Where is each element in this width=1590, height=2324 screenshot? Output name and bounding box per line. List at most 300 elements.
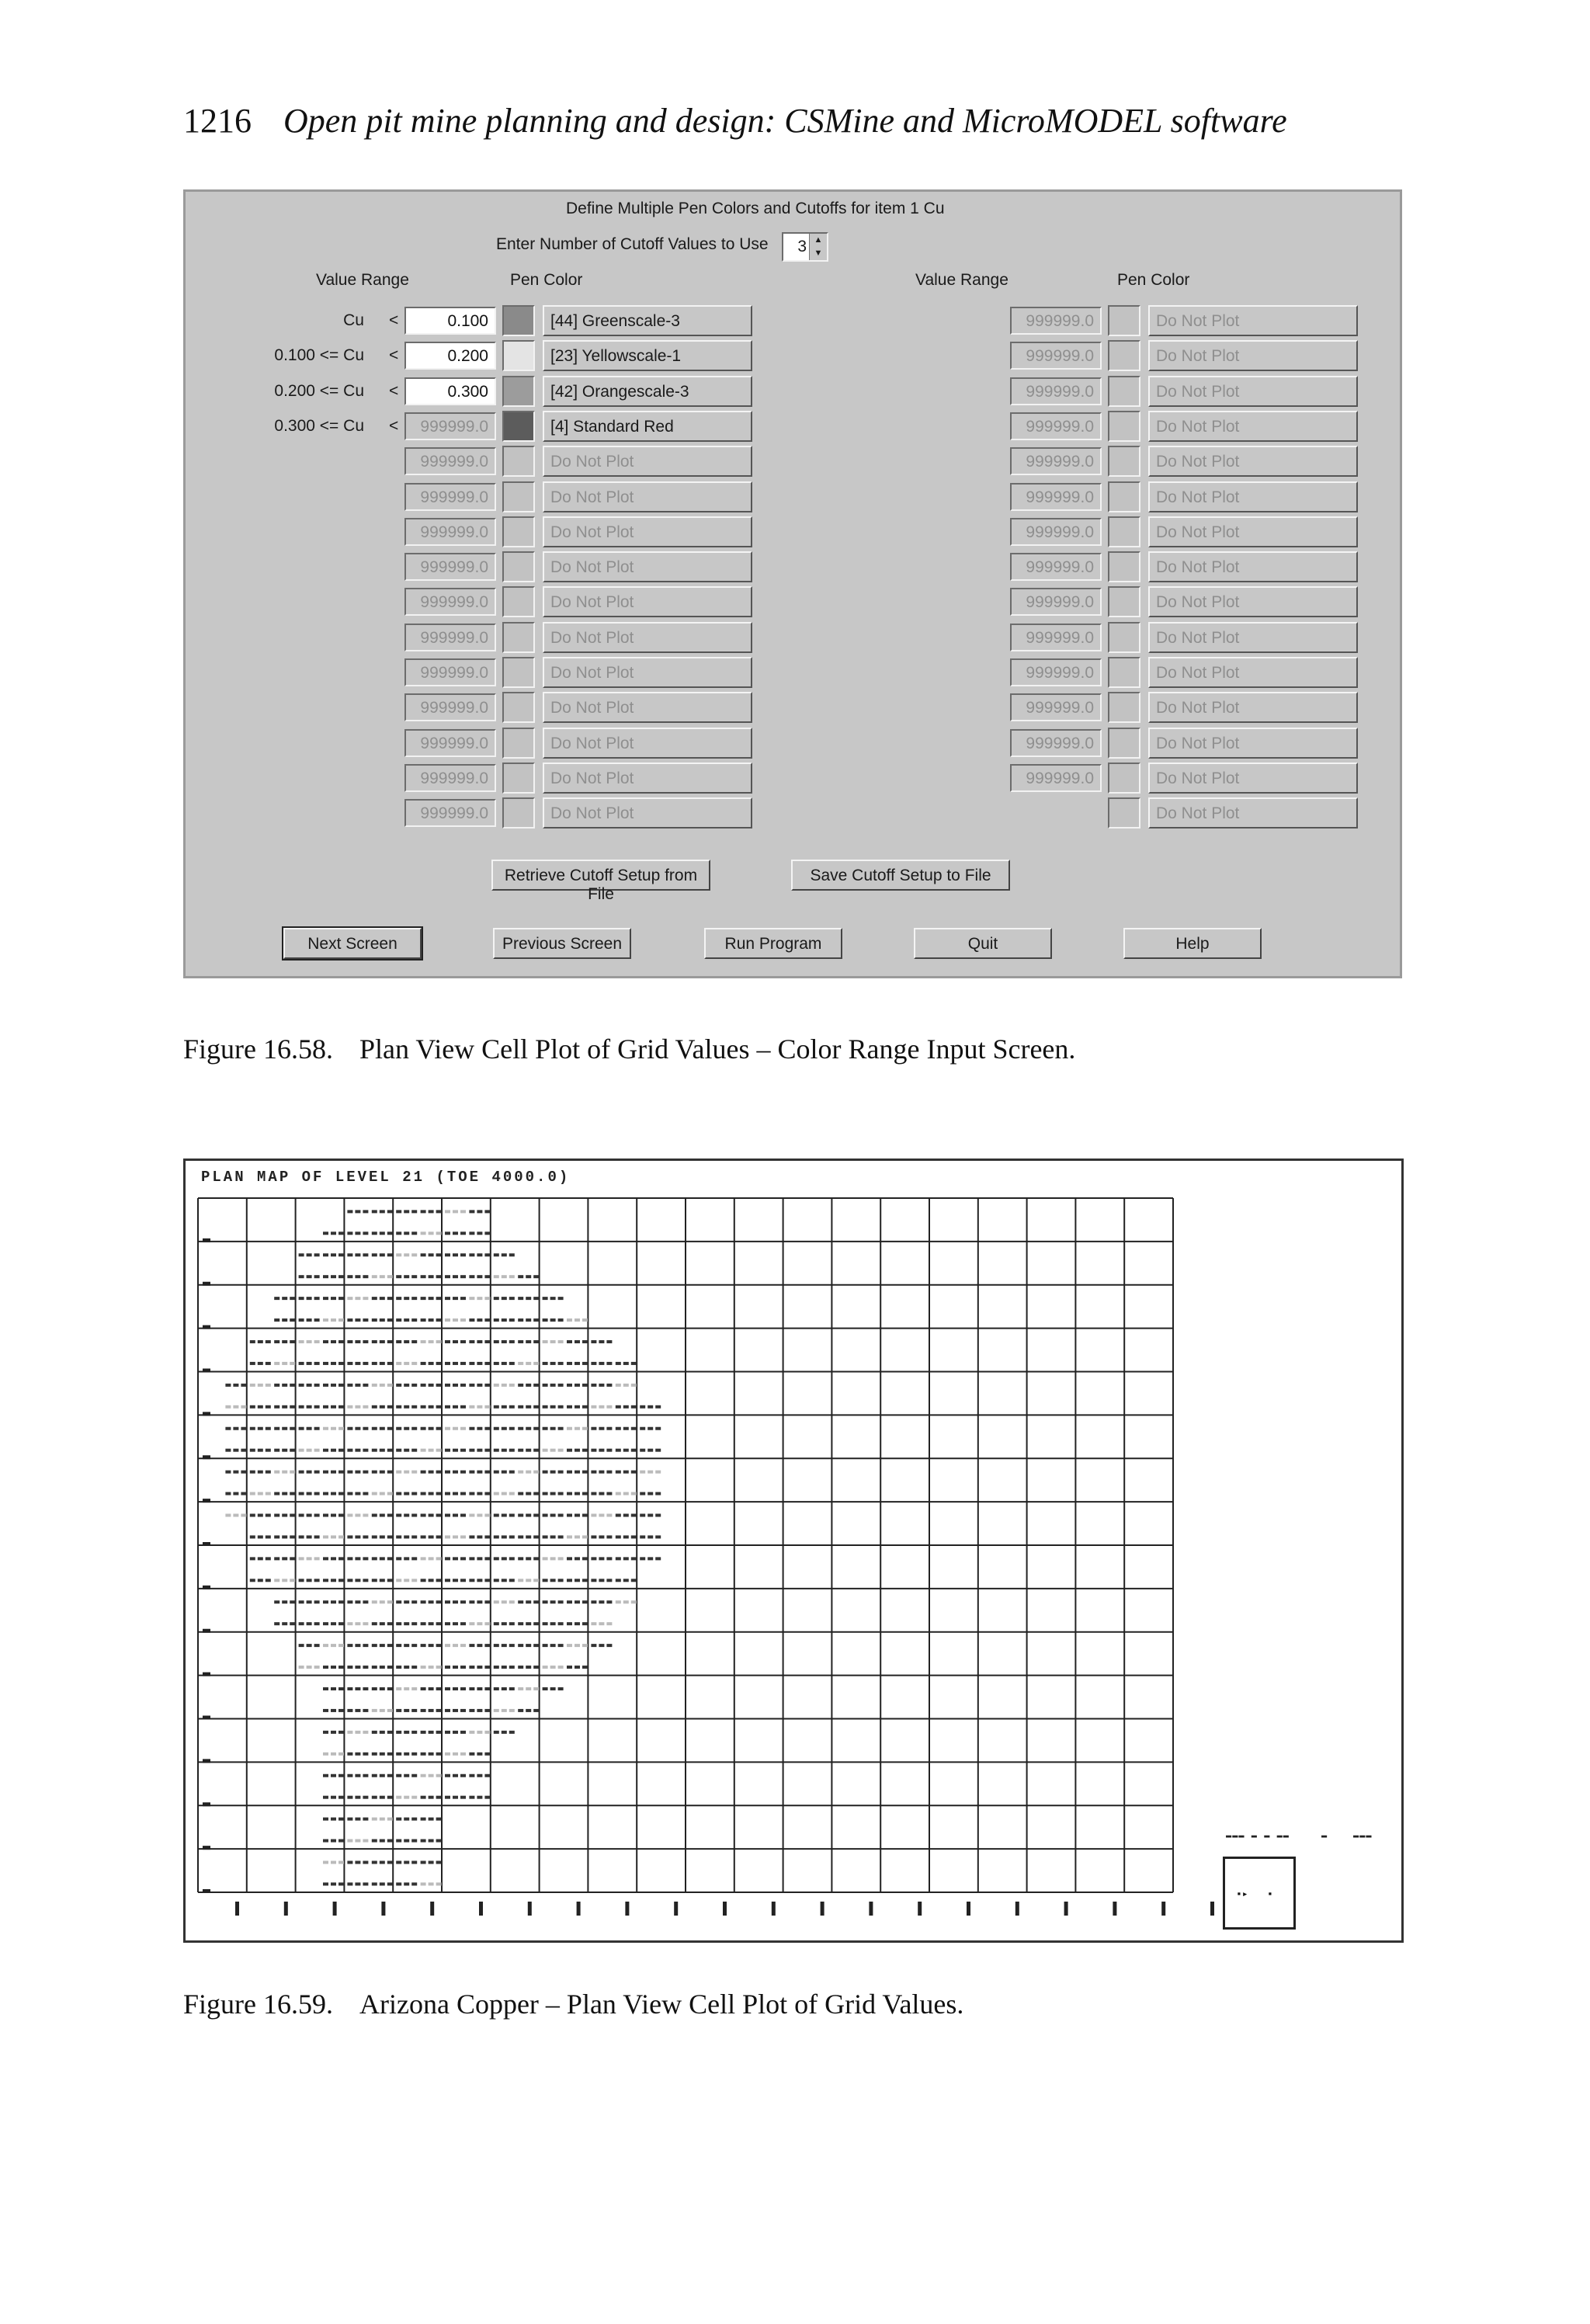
cell-value-mark [582,1471,588,1474]
cell-value-mark [606,1492,612,1495]
cell-value-mark [429,1818,434,1821]
cell-value-mark [323,1427,328,1430]
cell-value-mark [429,1492,434,1495]
cell-value-mark [484,1471,490,1474]
cell-value-mark [372,1839,377,1843]
cell-value-mark [582,1340,588,1343]
legend-label: ▬▬▬ ▬ ▬ ▬▬ ▬ ▬▬▬ [1226,1830,1373,1841]
cell-value-mark [380,1231,385,1235]
cell-value-mark [436,1427,442,1430]
cell-value-mark [387,1405,393,1409]
cutoff-value-field[interactable]: 999999.0 [404,624,496,651]
cell-value-mark [436,1579,442,1582]
cell-value-mark [421,1709,426,1712]
cell-value-mark [396,1731,401,1734]
cell-value-mark [477,1666,482,1669]
cell-value-mark [526,1449,531,1452]
cell-value-mark [599,1600,604,1603]
cell-value-mark [331,1579,336,1582]
cell-value-mark [599,1471,604,1474]
cutoff-value-field[interactable]: 999999.0 [1010,518,1102,546]
cell-value-mark [647,1427,653,1430]
cell-value-mark [241,1449,246,1452]
cutoff-value-field[interactable]: 999999.0 [404,412,496,440]
cell-value-mark [640,1427,645,1430]
cutoff-value-field[interactable]: 999999.0 [404,799,496,827]
cell-value-mark [543,1492,548,1495]
cell-value-mark [363,1753,368,1756]
pen-color-button[interactable]: Do Not Plot [1148,586,1358,617]
cell-value-mark [518,1340,523,1343]
cell-value-mark [338,1666,344,1669]
cell-value-mark [387,1427,393,1430]
cutoff-value-field[interactable]: 999999.0 [1010,729,1102,757]
cell-value-mark [331,1622,336,1625]
cell-value-mark [363,1231,368,1235]
cell-value-mark [290,1297,295,1300]
cell-value-mark [372,1644,377,1647]
cell-value-mark [453,1275,458,1278]
cell-value-mark [445,1600,450,1603]
cell-value-mark [445,1666,450,1669]
cell-value-mark [314,1427,320,1430]
cell-value-mark [404,1231,409,1235]
cell-value-mark [543,1644,548,1647]
cell-value-mark [533,1449,539,1452]
cell-value-mark [550,1362,556,1365]
cell-value-mark [543,1471,548,1474]
cell-value-mark [274,1471,279,1474]
previous-screen-button[interactable]: Previous Screen [493,928,631,959]
cell-value-mark [250,1471,255,1474]
pen-color-button[interactable]: [4] Standard Red [543,411,752,442]
cell-value-mark [460,1362,466,1365]
cell-value-mark [331,1275,336,1278]
cell-value-mark [338,1622,344,1625]
cell-value-mark [477,1709,482,1712]
cell-value-mark [396,1557,401,1560]
cell-value-mark [347,1644,352,1647]
cell-value-mark [518,1709,523,1712]
cell-value-mark [404,1253,409,1256]
cell-value-mark [477,1753,482,1756]
cutoff-value-field[interactable]: 999999.0 [1010,377,1102,405]
cell-value-mark [543,1318,548,1322]
cell-value-mark [387,1753,393,1756]
help-button[interactable]: Help [1123,928,1262,959]
cell-value-mark [274,1427,279,1430]
cell-value-mark [338,1644,344,1647]
cell-value-mark [655,1513,661,1516]
cell-value-mark [606,1622,612,1625]
pen-color-button[interactable]: Do Not Plot [543,622,752,653]
cell-value-mark [533,1535,539,1538]
cell-value-mark [606,1513,612,1516]
cell-value-mark [250,1362,255,1365]
cutoff-value-field[interactable]: 0.300 [404,377,496,405]
cell-value-mark [241,1384,246,1387]
cell-value-mark [484,1427,490,1430]
pen-color-button[interactable]: Do Not Plot [1148,305,1358,336]
cell-value-mark [460,1731,466,1734]
cell-value-mark [460,1513,466,1516]
axis-tick [203,1716,210,1720]
cell-value-mark [331,1471,336,1474]
cell-value-mark [396,1362,401,1365]
cell-value-mark [484,1774,490,1777]
pen-color-button[interactable]: Do Not Plot [1148,376,1358,407]
cutoff-value-field[interactable]: 999999.0 [404,764,496,792]
cell-value-mark [484,1666,490,1669]
cell-value-mark [436,1666,442,1669]
cell-value-mark [323,1513,328,1516]
cutoff-value-field[interactable]: 999999.0 [1010,447,1102,475]
pen-color-button[interactable]: Do Not Plot [1148,446,1358,477]
cell-value-mark [387,1731,393,1734]
cell-value-mark [347,1318,352,1322]
cell-value-mark [436,1535,442,1538]
pen-color-swatch [1108,622,1140,653]
cell-value-mark [460,1318,466,1322]
cell-value-mark [429,1882,434,1885]
cell-value-mark [338,1253,344,1256]
cell-value-mark [323,1535,328,1538]
cell-value-mark [494,1275,499,1278]
cutoff-value-field[interactable]: 999999.0 [404,693,496,721]
cell-value-mark [282,1513,287,1516]
figure-caption-2 [183,1988,963,2020]
cell-value-mark [518,1687,523,1690]
cell-value-mark [411,1427,417,1430]
cell-value-mark [250,1513,255,1516]
cutoff-value-field[interactable]: 999999.0 [1010,588,1102,616]
cell-value-mark [518,1362,523,1365]
cell-value-mark [355,1513,360,1516]
cell-value-mark [567,1449,572,1452]
cell-value-mark [307,1492,312,1495]
cell-value-mark [558,1666,564,1669]
cell-value-mark [290,1471,295,1474]
cell-value-mark [338,1340,344,1343]
cell-value-mark [558,1471,564,1474]
cell-value-mark [331,1427,336,1430]
cell-value-mark [396,1753,401,1756]
cell-value-mark [404,1753,409,1756]
cell-value-mark [266,1471,271,1474]
cell-value-mark [655,1449,661,1452]
save-cutoff-button[interactable]: Save Cutoff Setup to File [791,860,1010,891]
cell-value-mark [421,1882,426,1885]
pen-color-swatch [1108,657,1140,688]
pen-color-button[interactable]: Do Not Plot [543,692,752,723]
cell-value-mark [355,1362,360,1365]
range-operator: < [389,311,399,329]
cell-value-mark [396,1535,401,1538]
cell-value-mark [445,1513,450,1516]
cell-value-mark [436,1774,442,1777]
cell-value-mark [363,1622,368,1625]
cell-value-mark [411,1471,417,1474]
cell-value-mark [518,1644,523,1647]
cell-value-mark [550,1535,556,1538]
cell-value-mark [323,1882,328,1885]
cell-value-mark [469,1449,474,1452]
pen-color-swatch [502,516,535,547]
cell-value-mark [429,1557,434,1560]
cell-value-mark [380,1839,385,1843]
cell-value-mark [558,1600,564,1603]
spin-down-icon[interactable]: ▼ [809,247,827,260]
pen-color-button[interactable]: Do Not Plot [543,551,752,582]
cutoff-value-field[interactable]: 999999.0 [1010,483,1102,511]
cell-value-mark [421,1753,426,1756]
cutoff-value-field[interactable]: 999999.0 [1010,412,1102,440]
quit-button[interactable]: Quit [914,928,1052,959]
cutoff-value-field[interactable]: 999999.0 [404,729,496,757]
cutoff-value-field[interactable]: 0.200 [404,342,496,370]
cell-value-mark [355,1622,360,1625]
cell-value-mark [307,1427,312,1430]
cell-value-mark [387,1297,393,1300]
cell-value-mark [314,1318,320,1322]
cell-value-mark [647,1492,653,1495]
cell-value-mark [647,1513,653,1516]
cell-value-mark [347,1666,352,1669]
cell-value-mark [258,1427,263,1430]
cell-value-mark [469,1384,474,1387]
cell-value-mark [582,1449,588,1452]
figure-text-2: Arizona Copper – Plan View Cell Plot of Grid Values. [359,1989,964,2020]
cell-value-mark [575,1340,580,1343]
cell-value-mark [266,1340,271,1343]
cell-value-mark [363,1210,368,1213]
cell-value-mark [558,1384,564,1387]
cell-value-mark [502,1449,507,1452]
cell-value-mark [282,1471,287,1474]
cutoff-count-spinner[interactable] [782,232,828,262]
cell-value-mark [421,1340,426,1343]
pen-color-button[interactable]: Do Not Plot [543,481,752,512]
cell-value-mark [453,1513,458,1516]
cutoff-value-field[interactable]: 999999.0 [1010,693,1102,721]
cell-value-mark [616,1427,621,1430]
run-program-button[interactable]: Run Program [704,928,842,959]
cell-value-mark [477,1492,482,1495]
cell-value-mark [380,1471,385,1474]
range-label: Cu [343,311,364,329]
retrieve-cutoff-button[interactable]: Retrieve Cutoff Setup from File [491,860,710,891]
cell-value-mark [543,1535,548,1538]
pen-color-swatch [502,376,535,407]
cell-value-mark [411,1579,417,1582]
pen-color-button[interactable]: Do Not Plot [543,446,752,477]
range-label: 0.200 <= Cu [274,382,364,400]
cell-value-mark [494,1471,499,1474]
cell-value-mark [347,1297,352,1300]
cell-value-mark [355,1600,360,1603]
cell-value-mark [347,1340,352,1343]
pen-color-button[interactable]: Do Not Plot [543,516,752,547]
cell-value-mark [494,1600,499,1603]
cell-value-mark [331,1340,336,1343]
cell-value-mark [518,1579,523,1582]
cell-value-mark [606,1362,612,1365]
pen-color-button[interactable]: [42] Orangescale-3 [543,376,752,407]
cutoff-value-field[interactable]: 999999.0 [1010,342,1102,370]
cutoff-value-field[interactable]: 999999.0 [404,447,496,475]
cutoff-value-field[interactable]: 999999.0 [404,658,496,686]
left-value-range-header: Value Range [316,271,409,289]
cutoff-value-field[interactable]: 999999.0 [1010,624,1102,651]
cell-value-mark [460,1210,466,1213]
cell-value-mark [484,1579,490,1582]
cutoff-value-field[interactable]: 999999.0 [404,518,496,546]
pen-color-button[interactable]: [44] Greenscale-3 [543,305,752,336]
cutoff-count-label: Enter Number of Cutoff Values to Use [496,235,769,253]
cell-value-mark [567,1535,572,1538]
pen-color-button[interactable]: [23] Yellowscale-1 [543,340,752,371]
cell-value-mark [533,1600,539,1603]
cutoff-value-field[interactable]: 0.100 [404,307,496,335]
cell-value-mark [307,1513,312,1516]
cutoff-value-field[interactable]: 999999.0 [404,483,496,511]
cell-value-mark [616,1579,621,1582]
pen-color-button[interactable]: Do Not Plot [543,797,752,829]
cell-value-mark [396,1297,401,1300]
cell-value-mark [396,1405,401,1409]
cutoff-value-field[interactable]: 999999.0 [1010,553,1102,581]
cell-value-mark [323,1318,328,1322]
cell-value-mark [477,1362,482,1365]
cell-value-mark [404,1492,409,1495]
cell-value-mark [323,1384,328,1387]
pen-color-button[interactable]: Do Not Plot [1148,551,1358,582]
cell-value-mark [363,1839,368,1843]
pen-color-button[interactable]: Do Not Plot [1148,481,1358,512]
cell-value-mark [258,1471,263,1474]
cell-value-mark [533,1275,539,1278]
pen-color-swatch [1108,516,1140,547]
cell-value-mark [502,1687,507,1690]
cutoff-value-field[interactable]: 999999.0 [1010,658,1102,686]
cell-value-mark [347,1362,352,1365]
cell-value-mark [453,1362,458,1365]
cell-value-mark [655,1405,661,1409]
cell-value-mark [543,1297,548,1300]
cell-value-mark [460,1557,466,1560]
spin-up-icon[interactable]: ▲ [809,234,827,247]
cell-value-mark [372,1231,377,1235]
cutoff-value-field[interactable]: 999999.0 [1010,307,1102,335]
pen-color-button[interactable]: Do Not Plot [1148,657,1358,688]
cell-value-mark [509,1579,515,1582]
cell-value-mark [460,1492,466,1495]
cell-value-mark [331,1297,336,1300]
cell-value-mark [526,1535,531,1538]
cell-value-mark [387,1557,393,1560]
cell-value-mark [372,1860,377,1864]
pen-color-button[interactable]: Do Not Plot [543,657,752,688]
cell-value-mark [502,1622,507,1625]
cell-value-mark [436,1557,442,1560]
cell-value-mark [363,1318,368,1322]
cell-value-mark [314,1644,320,1647]
cell-value-mark [494,1297,499,1300]
cell-value-mark [355,1210,360,1213]
cell-value-mark [509,1253,515,1256]
cell-value-mark [509,1384,515,1387]
pen-color-button[interactable]: Do Not Plot [1148,763,1358,794]
cell-value-mark [543,1427,548,1430]
cell-value-mark [631,1384,637,1387]
pen-color-button[interactable]: Do Not Plot [1148,728,1358,759]
axis-tick [203,1238,210,1242]
cell-value-mark [509,1275,515,1278]
cell-value-mark [250,1449,255,1452]
pen-color-button[interactable]: Do Not Plot [543,763,752,794]
cell-value-mark [387,1622,393,1625]
cell-value-mark [655,1427,661,1430]
axis-tick [528,1902,532,1916]
cell-value-mark [290,1535,295,1538]
cell-value-mark [533,1318,539,1322]
cell-value-mark [591,1492,596,1495]
pen-color-button[interactable]: Do Not Plot [543,728,752,759]
pen-color-button[interactable]: Do Not Plot [1148,622,1358,653]
cell-value-mark [372,1731,377,1734]
cell-value-mark [372,1622,377,1625]
cell-value-mark [314,1297,320,1300]
cell-value-mark [396,1796,401,1799]
cell-value-mark [372,1405,377,1409]
cell-value-mark [582,1362,588,1365]
cell-value-mark [314,1622,320,1625]
cell-value-mark [655,1557,661,1560]
cell-value-mark [469,1231,474,1235]
cutoff-value-field[interactable]: 999999.0 [404,553,496,581]
cutoff-value-field[interactable]: 999999.0 [1010,764,1102,792]
cell-value-mark [436,1318,442,1322]
cell-value-mark [526,1318,531,1322]
cell-value-mark [623,1600,629,1603]
cutoff-value-field[interactable]: 999999.0 [404,588,496,616]
cell-value-mark [550,1405,556,1409]
cell-value-mark [404,1796,409,1799]
cell-value-mark [469,1535,474,1538]
pen-color-button[interactable]: Do Not Plot [1148,516,1358,547]
cell-value-mark [460,1796,466,1799]
cell-value-mark [372,1687,377,1690]
cell-value-mark [338,1449,344,1452]
axis-tick [1113,1902,1116,1916]
cell-value-mark [404,1687,409,1690]
cell-value-mark [591,1471,596,1474]
cell-value-mark [338,1774,344,1777]
pen-color-button[interactable]: Do Not Plot [1148,340,1358,371]
pen-color-button[interactable]: Do Not Plot [1148,797,1358,829]
cell-value-mark [460,1471,466,1474]
cell-value-mark [550,1340,556,1343]
next-screen-button[interactable]: Next Screen [283,928,422,959]
cell-value-mark [599,1362,604,1365]
pen-color-button[interactable]: Do Not Plot [1148,692,1358,723]
cell-value-mark [575,1318,580,1322]
cell-value-mark [453,1427,458,1430]
pen-color-button[interactable]: Do Not Plot [1148,411,1358,442]
cell-value-mark [453,1600,458,1603]
pen-color-button[interactable]: Do Not Plot [543,586,752,617]
cell-value-mark [429,1666,434,1669]
